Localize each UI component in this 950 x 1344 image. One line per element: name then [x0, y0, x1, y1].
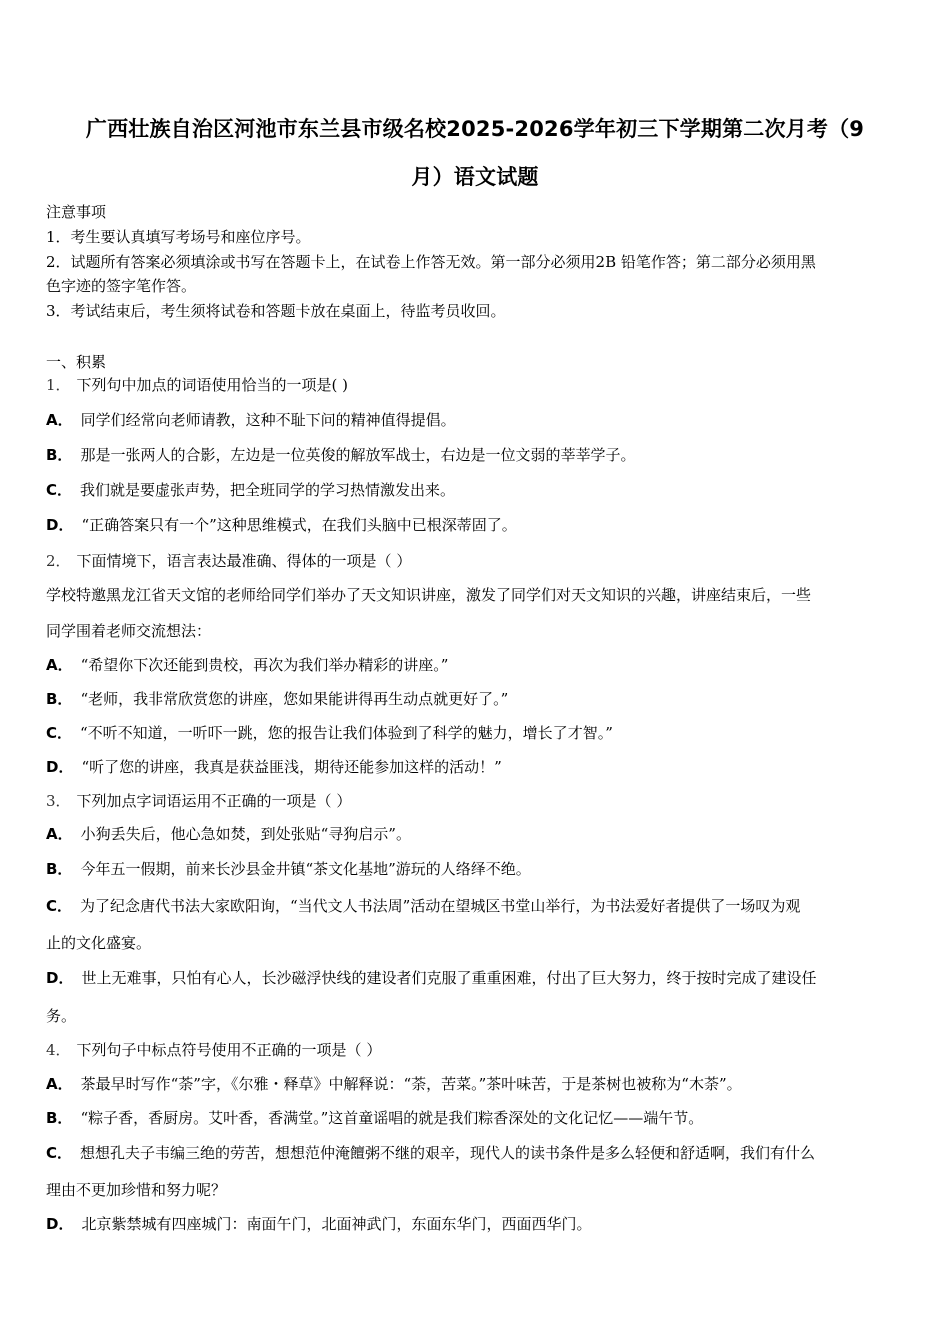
question-stem-text: 下列加点字词语运用不正确的一项是（ ） — [76, 792, 352, 810]
notice-item-3: 3．考试结束后，考生须将试卷和答题卡放在桌面上，待监考员收回。 — [46, 302, 506, 320]
option-text: 今年五一假期，前来长沙县金井镇“茶文化基地”游玩的人络绎不绝。 — [80, 860, 531, 878]
question-3-option-c — [46, 896, 906, 916]
notice-item-2: 2．试题所有答案必须填涂或书写在答题卡上，在试卷上作答无效。第一部分必须用2B 铅笔作答；第二部分必须用黑 — [46, 253, 816, 271]
option-label: A． — [46, 656, 73, 674]
option-text: 小狗丢失后，他心急如焚，到处张贴“寻狗启示”。 — [80, 825, 411, 843]
question-2-context-line-2: 同学围着老师交流想法： — [46, 622, 212, 640]
question-number: 3． — [46, 792, 71, 810]
option-text: “老师，我非常欣赏您的讲座，您如果能讲得再生动点就更好了。” — [80, 690, 509, 708]
question-2-context-line-1: 学校特邀黑龙江省天文馆的老师给同学们举办了天文知识讲座，激发了同学们对天文知识的兴趣，讲座结束后，一些 — [46, 586, 812, 604]
option-text: 为了纪念唐代书法大家欧阳询，“当代文人书法周”活动在望城区书堂山举行，为书法爱好者提供了一场叹为观 — [80, 897, 801, 915]
question-stem-text: 下列句子中标点符号使用不正确的一项是（ ） — [76, 1041, 382, 1059]
exam-title-line-1: 广西壮族自治区河池市东兰县市级名校2025-2026学年初三下学期第二次月考（9 — [85, 117, 865, 141]
option-text: “不听不知道，一听吓一跳，您的报告让我们体验到了科学的魅力，增长了才智。” — [80, 724, 613, 742]
option-text: 北京紫禁城有四座城门：南面午门，北面神武门，东面东华门，西面西华门。 — [81, 1215, 592, 1233]
question-2-option-b — [46, 689, 906, 709]
option-text: “希望你下次还能到贵校，再次为我们举办精彩的讲座。” — [80, 656, 449, 674]
option-text: “正确答案只有一个”这种思维模式，在我们头脑中已根深蒂固了。 — [81, 516, 517, 534]
option-text: 想想孔夫子韦编三绝的劳苦，想想范仲淹饘粥不继的艰辛，现代人的读书条件是多么轻便和舒适啊，我们有什么 — [80, 1144, 816, 1162]
question-stem-text: 下面情境下，语言表达最准确、得体的一项是（ ） — [76, 552, 412, 570]
question-2-stem — [46, 551, 906, 571]
question-4-option-d — [46, 1214, 906, 1234]
exam-title-line-2: 月）语文试题 — [411, 165, 539, 189]
question-4-option-a — [46, 1074, 906, 1094]
option-text: 同学们经常向老师请教，这种不耻下问的精神值得提倡。 — [80, 411, 456, 429]
option-label: A． — [46, 411, 73, 429]
option-label: C． — [46, 897, 73, 915]
question-number: 1． — [46, 376, 71, 394]
option-label: B． — [46, 1109, 73, 1127]
question-3-option-d — [46, 968, 906, 988]
question-4-option-c-cont: 理由不更加珍惜和努力呢？ — [46, 1181, 227, 1199]
question-stem-text: 下列句中加点的词语使用恰当的一项是( ) — [76, 376, 349, 394]
option-label: D． — [46, 516, 74, 534]
option-label: B． — [46, 446, 73, 464]
question-2-option-d — [46, 757, 906, 777]
option-label: A． — [46, 1075, 73, 1093]
option-text: 世上无难事，只怕有心人，长沙磁浮快线的建设者们克服了重重困难，付出了巨大努力，终于按时完成了建设任 — [81, 969, 817, 987]
question-3-option-d-cont: 务。 — [46, 1007, 77, 1025]
question-3-option-b — [46, 859, 906, 879]
option-text: “粽子香，香厨房。艾叶香，香满堂。”这首童谣唱的就是我们粽香深处的文化记忆——端午节。 — [80, 1109, 704, 1127]
option-label: D． — [46, 758, 74, 776]
question-4-stem — [46, 1040, 906, 1060]
section-heading: 一、积累 — [46, 353, 107, 371]
option-label: B． — [46, 860, 73, 878]
option-text: 那是一张两人的合影，左边是一位英俊的解放军战士，右边是一位文弱的莘莘学子。 — [80, 446, 636, 464]
question-2-option-a — [46, 655, 906, 675]
question-1-option-a — [46, 410, 906, 430]
question-1-option-b — [46, 445, 906, 465]
notice-heading: 注意事项 — [46, 203, 107, 221]
question-1-option-c — [46, 480, 906, 500]
question-3-option-a — [46, 824, 906, 844]
question-4-option-b — [46, 1108, 906, 1128]
notice-item-1: 1．考生要认真填写考场号和座位序号。 — [46, 228, 311, 246]
option-label: D． — [46, 969, 74, 987]
question-number: 4． — [46, 1041, 71, 1059]
option-label: C． — [46, 724, 73, 742]
question-3-option-c-cont: 止的文化盛宴。 — [46, 934, 152, 952]
question-4-option-c — [46, 1143, 906, 1163]
option-label: C． — [46, 1144, 73, 1162]
option-label: A． — [46, 825, 73, 843]
option-text: 茶最早时写作“荼”字，《尔雅・释草》中解释说：“荼，苦菜。”茶叶味苦，于是茶树也被称为“木荼”。 — [80, 1075, 742, 1093]
question-1-stem — [46, 375, 906, 395]
option-label: D． — [46, 1215, 74, 1233]
option-label: B． — [46, 690, 73, 708]
option-text: “听了您的讲座，我真是获益匪浅，期待还能参加这样的活动！” — [81, 758, 502, 776]
notice-item-2-cont: 色字迹的签字笔作答。 — [46, 277, 197, 295]
question-1-option-d — [46, 515, 906, 535]
option-text: 我们就是要虚张声势，把全班同学的学习热情激发出来。 — [80, 481, 456, 499]
option-label: C． — [46, 481, 73, 499]
question-3-stem — [46, 791, 906, 811]
question-number: 2． — [46, 552, 71, 570]
question-2-option-c — [46, 723, 906, 743]
